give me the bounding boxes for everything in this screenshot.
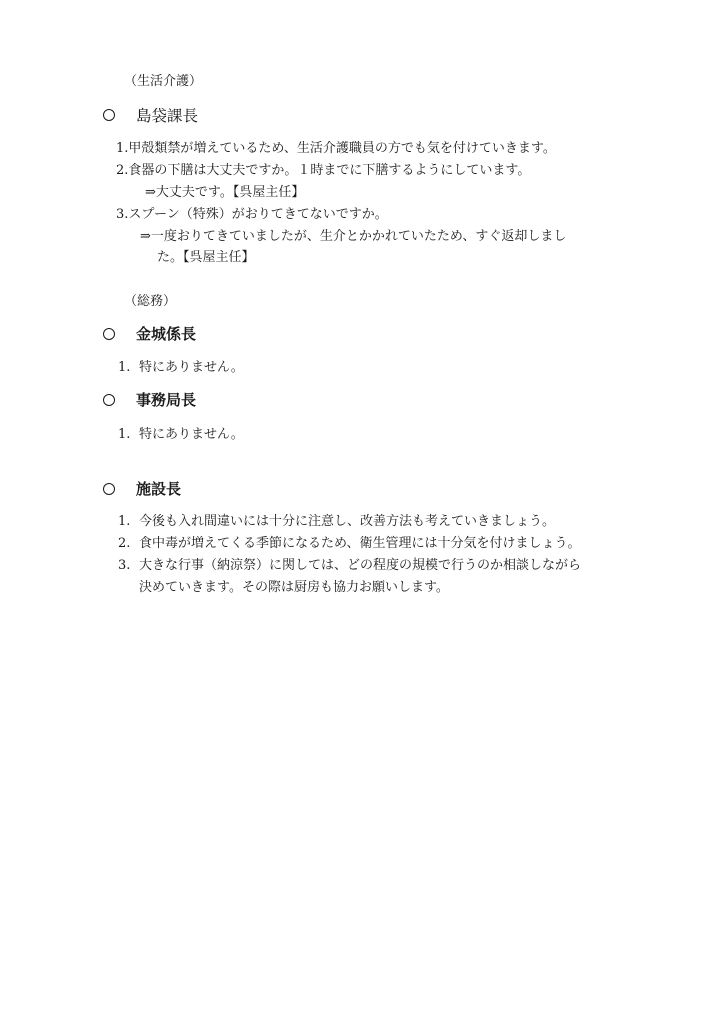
item-2 [118, 532, 580, 551]
item-3 [116, 203, 388, 222]
heading-title: 島袋課長 [136, 107, 199, 125]
item-text: 特にありません。 [139, 360, 244, 375]
circle-bullet-icon [103, 109, 115, 121]
item-number: 3. [118, 558, 131, 573]
reply-2-continued: た。【呉屋主任】 [157, 250, 255, 265]
item-number: 1. [118, 360, 131, 375]
item-text: 食器の下膳は大丈夫ですか。１時までに下膳するようにしています。 [128, 163, 531, 178]
item-2 [116, 159, 530, 178]
heading-title: 金城係長 [136, 325, 197, 343]
item-1 [116, 137, 556, 156]
heading-shisetsucho [103, 478, 181, 499]
reply-1: ⇒大丈夫です。【呉屋主任】 [145, 185, 305, 200]
item-3 [118, 554, 581, 573]
heading-shimabukuro [103, 104, 198, 126]
heading-jimukyokucho [103, 389, 196, 410]
item-text: 特にありません。 [139, 427, 244, 442]
item-1 [118, 510, 555, 529]
circle-bullet-icon [103, 483, 115, 495]
item-number: 1. [118, 427, 131, 442]
item-text: 食中毒が増えてくる季節になるため、衛生管理には十分気を付けましょう。 [139, 536, 581, 551]
heading-title: 事務局長 [136, 391, 197, 409]
item-text: 大きな行事（納涼祭）に関しては、どの程度の規模で行うのか相談しながら [139, 558, 582, 573]
item-number: 2. [116, 163, 129, 178]
item-1 [118, 356, 244, 375]
item-number: 3. [116, 207, 129, 222]
circle-bullet-icon [103, 328, 115, 340]
item-text: 今後も入れ間違いには十分に注意し、改善方法も考えていきましょう。 [139, 514, 556, 529]
item-text: スプーン（特殊）がおりてきてないですか。 [128, 207, 388, 222]
item-1 [118, 423, 244, 442]
dept-label-seikatsu-kaigo: （生活介護） [124, 74, 203, 89]
heading-kinjo [103, 323, 196, 344]
circle-bullet-icon [103, 394, 115, 406]
item-3-continued: 決めていきます。その際は厨房も協力お願いします。 [139, 580, 449, 595]
dept-label-somu: （総務） [124, 294, 177, 309]
heading-title: 施設長 [136, 480, 182, 498]
item-number: 2. [118, 536, 131, 551]
reply-2: ⇒一度おりてきていましたが、生介とかかれていたため、すぐ返却しまし [140, 229, 567, 244]
item-number: 1. [116, 141, 129, 156]
item-number: 1. [118, 514, 131, 529]
item-text: 甲殻類禁が増えているため、生活介護職員の方でも気を付けていきます。 [128, 141, 556, 156]
